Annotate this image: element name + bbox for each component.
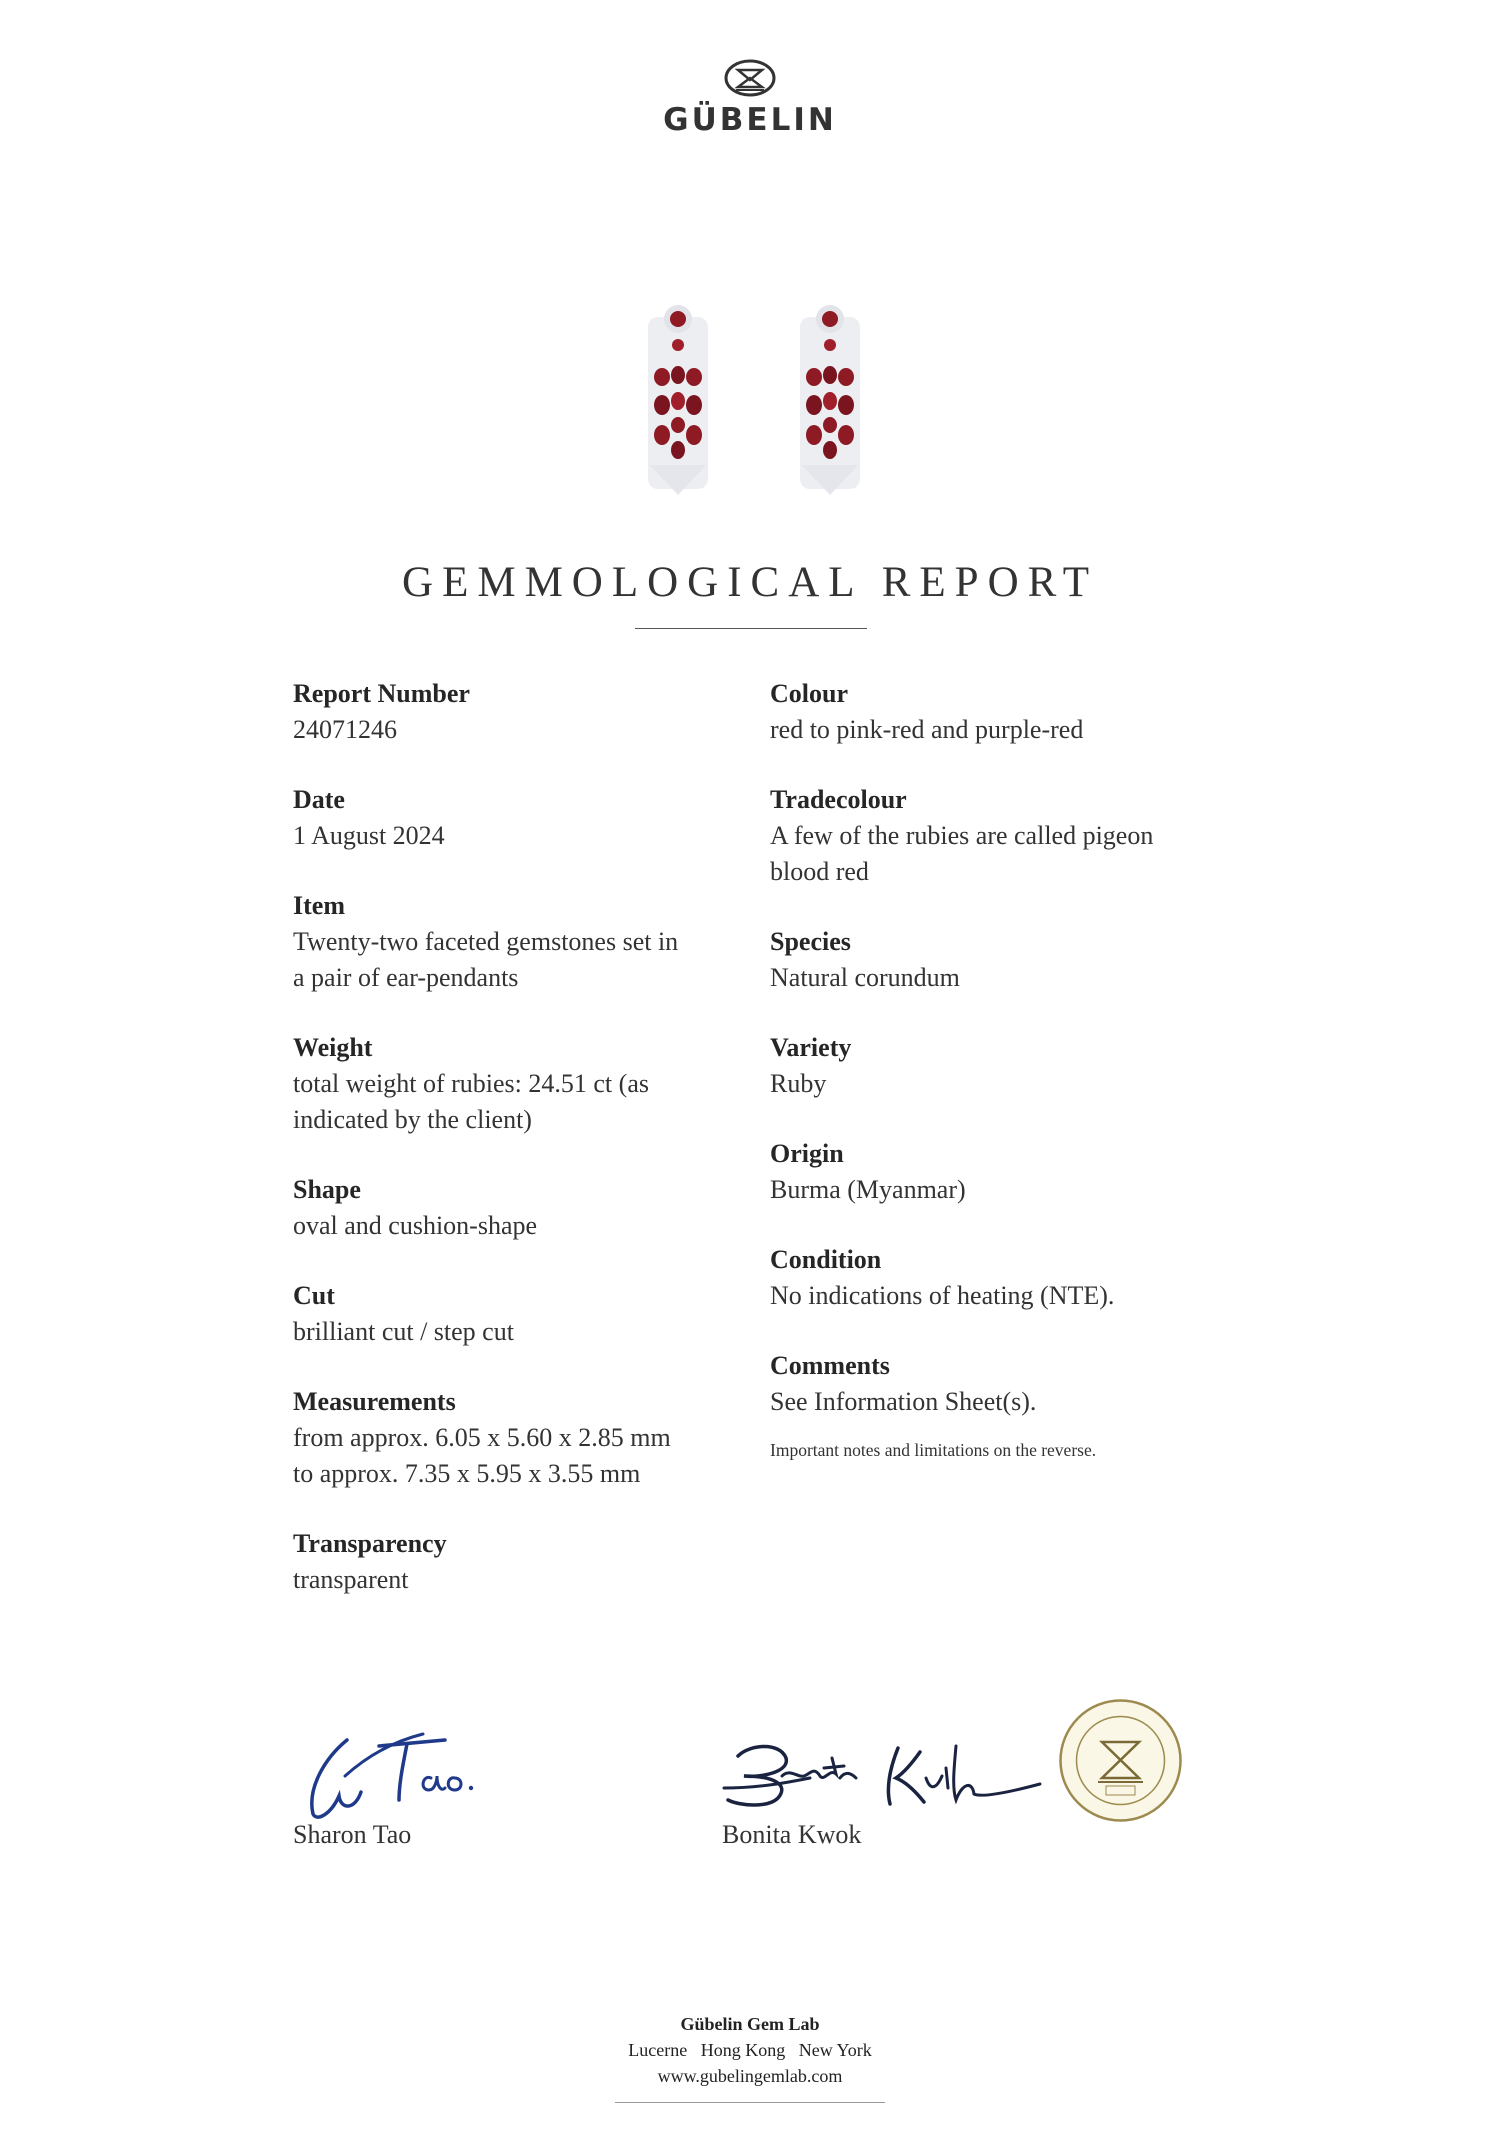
field-value: Natural corundum (770, 963, 960, 992)
field-label: Measurements (293, 1387, 456, 1416)
field-species (770, 924, 1250, 996)
field-label: Comments (770, 1351, 890, 1380)
field-label: Tradecolour (770, 785, 907, 814)
field-value: Burma (Myanmar) (770, 1175, 966, 1204)
earring-left (648, 305, 708, 495)
signatory-name: Sharon Tao (293, 1820, 412, 1849)
report-title: GEMMOLOGICAL REPORT (402, 559, 1098, 606)
field-label: Condition (770, 1245, 882, 1274)
field-tradecolour (770, 782, 1250, 890)
footer-locations: Lucerne Hong Kong New York (628, 2040, 872, 2060)
footer (0, 2011, 1500, 2089)
field-variety (770, 1030, 1250, 1102)
field-weight (293, 1030, 763, 1138)
field-report-number (293, 676, 763, 748)
earrings-photo (640, 305, 870, 515)
field-label: Shape (293, 1175, 361, 1204)
field-origin (770, 1136, 1250, 1208)
field-colour (770, 676, 1250, 748)
title-divider (635, 628, 867, 629)
field-label: Colour (770, 679, 848, 708)
field-value: red to pink-red and purple-red (770, 715, 1084, 744)
field-label: Cut (293, 1281, 335, 1310)
field-label: Species (770, 927, 851, 956)
field-value: See Information Sheet(s). (770, 1387, 1037, 1416)
signatory-name: Bonita Kwok (722, 1820, 862, 1849)
footer-website: www.gubelingemlab.com (657, 2066, 843, 2086)
field-value: Twenty-two faceted gemstones set in a pair of ear-pendants (293, 927, 679, 992)
field-value: transparent (293, 1565, 409, 1594)
field-cut (293, 1278, 763, 1350)
field-label: Date (293, 785, 345, 814)
field-value: Ruby (770, 1069, 827, 1098)
field-value: 1 August 2024 (293, 821, 445, 850)
field-item (293, 888, 763, 996)
field-comments (770, 1348, 1250, 1420)
field-label: Transparency (293, 1529, 447, 1558)
brand-logo (0, 58, 1500, 138)
field-value: total weight of rubies: 24.51 ct (as indicated by the client) (293, 1069, 649, 1134)
field-value: oval and cushion-shape (293, 1211, 538, 1240)
right-column (770, 676, 1250, 1461)
left-column (293, 676, 763, 1632)
signature-sharon-tao (295, 1718, 525, 1828)
gem-lab-seal-icon (1058, 1698, 1183, 1823)
footer-company: Gübelin Gem Lab (680, 2014, 820, 2034)
field-value: brilliant cut / step cut (293, 1317, 514, 1346)
field-label: Report Number (293, 679, 470, 708)
field-value: from approx. 6.05 x 5.60 x 2.85 mm to approx. 7.35 x 5.95 x 3.55 mm (293, 1423, 671, 1488)
field-label: Weight (293, 1033, 373, 1062)
brand-name: GÜBELIN (663, 102, 837, 138)
footer-divider (615, 2102, 885, 2103)
field-value: No indications of heating (NTE). (770, 1281, 1115, 1310)
field-label: Origin (770, 1139, 844, 1168)
field-date (293, 782, 763, 854)
field-label: Item (293, 891, 345, 920)
field-transparency (293, 1526, 763, 1598)
signature-bonita-kwok (720, 1718, 1060, 1818)
field-label: Variety (770, 1033, 852, 1062)
guebelin-emblem-icon (723, 58, 777, 98)
earring-right (800, 305, 860, 495)
limitations-note: Important notes and limitations on the reverse. (770, 1440, 1097, 1460)
field-measurements (293, 1384, 763, 1492)
field-shape (293, 1172, 763, 1244)
field-condition (770, 1242, 1250, 1314)
field-value: A few of the rubies are called pigeon blood red (770, 821, 1154, 886)
field-value: 24071246 (293, 715, 397, 744)
